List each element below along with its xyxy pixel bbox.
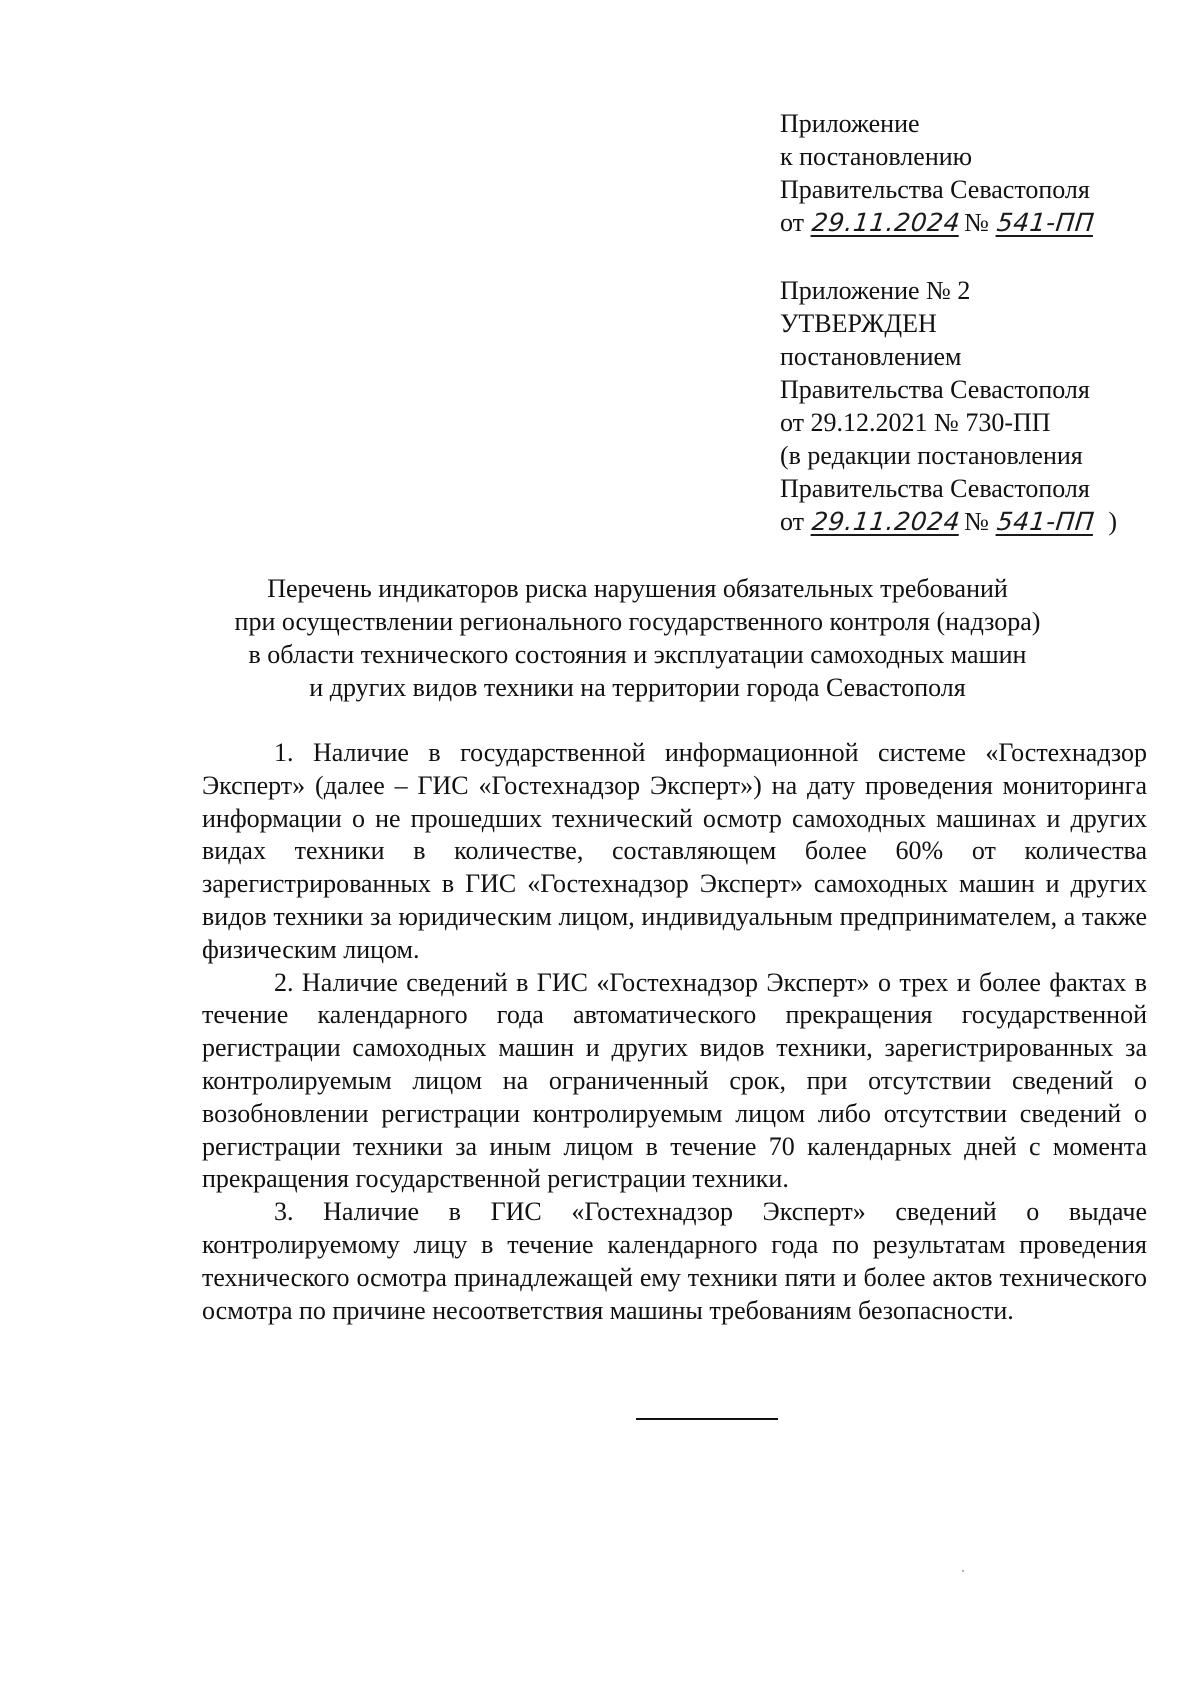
title-line-2: при осуществлении регионального государственного контроля (надзора) <box>234 607 1041 636</box>
appendix-to-resolution: к постановлению <box>780 142 973 171</box>
title-line-1: Перечень индикаторов риска нарушения обязательных требований <box>267 574 1008 603</box>
edition-note: (в редакции постановления <box>780 441 1083 470</box>
appendix-header <box>780 107 1094 239</box>
government-name: Правительства Севастополя <box>780 375 1090 404</box>
number-sign: № <box>964 208 989 237</box>
appendix-label: Приложение <box>780 109 920 138</box>
handwritten-number: 541-ПП <box>995 208 1096 237</box>
indicator-item-2: 2. Наличие сведений в ГИС «Гостехнадзор Эксперт» о трех и более фактах в течение календарного года автоматического прекращения государственной регистрации самоходных машин и других видов техники, зарегистрированных за контролируемым лицом на ограниченный срок, при отсутствии сведений о возобновлении регистрации контролируемым лицом либо отсутствии сведений о регистрации техники за иным лицом в течение 70 календарных дней с момента прекращения государственной регистрации техники. <box>202 967 1147 1194</box>
date-prefix: от <box>780 507 805 536</box>
end-divider <box>636 1418 778 1420</box>
by-resolution: постановлением <box>780 342 962 371</box>
closing-paren: ) <box>1108 507 1117 536</box>
edition-government: Правительства Севастополя <box>780 474 1090 503</box>
indicator-item-3: 3. Наличие в ГИС «Гостехнадзор Эксперт» сведений о выдаче контролируемому лицу в течение календарного года по результатам проведения технического осмотра принадлежащей ему техники пяти и более актов технического осмотра по причине несоответствия машины требованиям безопасности. <box>202 1197 1147 1325</box>
number-sign: № <box>964 507 989 536</box>
handwritten-number: 541-ПП <box>995 507 1096 536</box>
appendix-government: Правительства Севастополя <box>780 175 1090 204</box>
appendix-number: Приложение № 2 <box>780 276 971 305</box>
scan-speck <box>962 1570 964 1572</box>
handwritten-date: 29.11.2024 <box>810 208 962 237</box>
approval-header <box>780 274 1117 538</box>
handwritten-date: 29.11.2024 <box>810 507 962 536</box>
title-line-3: в области технического состояния и эксплуатации самоходных машин <box>248 640 1027 669</box>
indicator-item-1: 1. Наличие в государственной информационной системе «Гостехнадзор Эксперт» (далее – ГИС «Гостехнадзор Эксперт») на дату проведения мониторинга информации о не прошедших технический осмотр самоходных машинах и других видах техники в количестве, составляющем более 60% от количества зарегистрированных в ГИС «Гостехнадзор Эксперт» самоходных машин и других видов техники за юридическим лицом, индивидуальным предпринимателем, а также физическим лицом. <box>202 738 1147 964</box>
edition-date-line <box>780 505 1117 538</box>
approved-label: УТВЕРЖДЕН <box>780 309 937 338</box>
indicator-list <box>202 737 1147 1327</box>
document-title <box>120 572 1155 704</box>
original-resolution: от 29.12.2021 № 730-ПП <box>780 408 1051 437</box>
date-prefix: от <box>780 208 805 237</box>
title-line-4: и других видов техники на территории города Севастополя <box>309 673 966 702</box>
appendix-date-line <box>780 206 1094 239</box>
